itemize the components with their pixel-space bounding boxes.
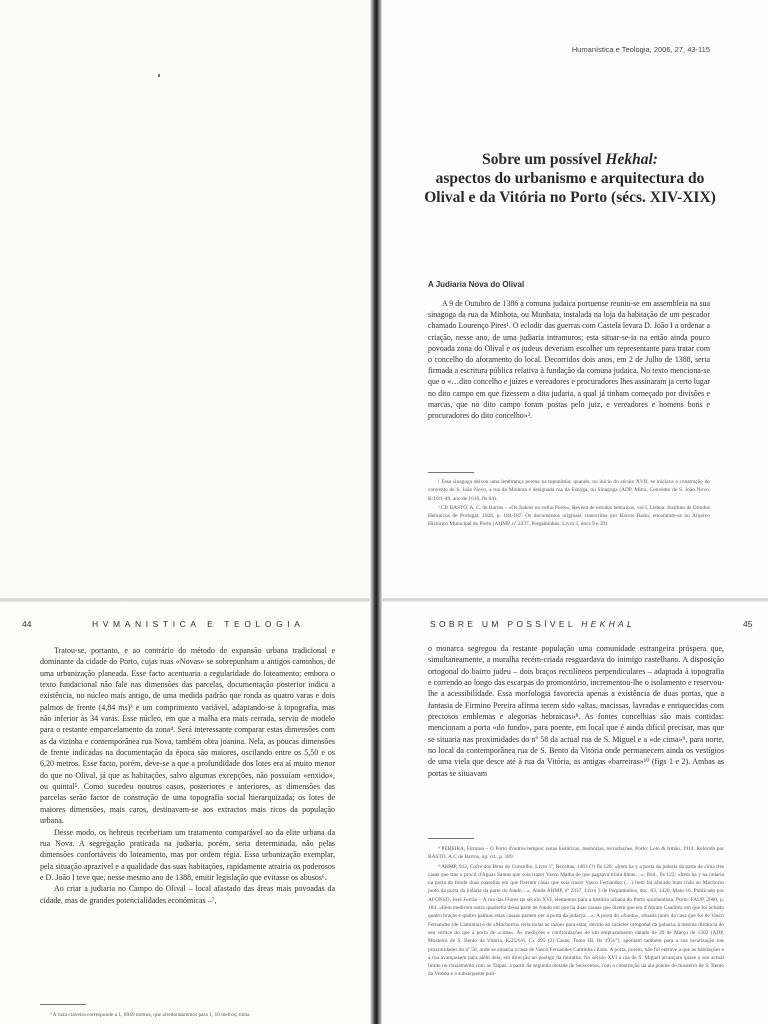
- footnotes-top-right: [428, 478, 710, 530]
- title-rest: aspectos do urbanismo e arquitectura do Olival e da Vitória no Porto (sécs. XIV-XIX): [424, 170, 716, 206]
- footnote-rule: [428, 472, 474, 473]
- article-first-page: [380, 0, 768, 600]
- paragraph-1: Tratou-se, portanto, e ao contrário do método de expansão urbana tradicional e dominante da cidade do Porto, cujas ruas «Novas» se sobrepunham a antigos caminhos, de uma urbanização planeada. Esse facto acentuaria a regularidade do loteamento; embora o texto fundacional não fale nas dimensões das parcelas, documentação posterior indica a existência, no núcleo mais antigo, de uma medida padrão que ronda as quatro varas e dois palmos de frente (4,84 ms)³ e um comprimento variável, adaptando-se à topografia, mas não inferior às 34 varas. Esse núcleo, em que a malha era mais cerrada, serviu de modelo para o restante emparcelamento da zona⁴. Será interessante comparar estas dimensões com as da vizinha e contemporânea rua Nova, também obra joanina. Nela, as poucas dimensões de frente indicadas na documentação da época são maiores, oscilando entre os 5,50 e os 6,20 metros. Esse facto, porém, deve-se a que a profundidade dos lotes era aí muito menor do que no Olival, já que as habitações, salvo algumas excepções, não possuíam «enxido», ou quintal⁵. Como sucedeu noutros casos, posteriores e anteriores, as dimensões das parcelas serão factor de construção de uma topografia social hierarquizada; os lotes de maiores dimensões, mais caros, destinavam-se aos extractos mais ricos da população urbana.: [40, 646, 335, 826]
- footnote-8: ⁸ PEREIRA, Firmino – O Porto d'outros tempos: notas históricas, memórias, recordações, Porto: Lelo & Irmão, 1914. Referido por BASTO, A.C de Barros, op. cit., p. 189.: [428, 846, 724, 861]
- footnote-1: ¹ Essa sinagoga deixou uma lembrança perene na toponímia: quando, no início do século XVII, se iniciava a construção do convento de S. João Novo, a rua da Minhota é designada rua da Esnoga, ou Sinagoga (ADP, Mitra, Convento de S. João Novo, K/16/1-49, ano de 1616, fls 64).: [428, 479, 710, 502]
- title-prefix: Sobre um possível: [482, 151, 606, 168]
- page-number-left: 44: [22, 619, 32, 629]
- page-number-right: 45: [743, 619, 753, 629]
- title-italic-word: Hekhal:: [605, 151, 658, 168]
- footnote-3-text: ³ A vara craveira corresponde a 1, 0949 metros, que arredondaremos para 1, 10 metros; tinha: [50, 1012, 250, 1018]
- footnote-3: [40, 1011, 335, 1020]
- section-heading: A Judiaria Nova do Olival: [428, 280, 525, 289]
- article-title: [420, 150, 720, 207]
- body-text-page-45: [428, 643, 724, 779]
- footnote-2: ² Cfr BASTO, A. C. de Barros – «Os Judeus no velho Porto», Revista de estudos hebraicos, vol I, Lisboa: Instituto de Estudos Hebraicos de Portugal, 1928, p. 184-187. Os documentos originais, transcritos por Barros Basto, encontram-se no Arquivo Histórico Municipal do Porto (AHMP, nº 2337, Pergaminhos, Livro 3, docs 9 e 39).: [428, 504, 710, 528]
- body-text-page-44: [40, 645, 335, 906]
- running-head-left: HVMANISTICA E TEOLOGIA: [92, 619, 305, 629]
- footnote-rule-right: [428, 838, 474, 839]
- running-head-prefix: SOBRE UM POSSÍVEL: [430, 619, 582, 629]
- scan-page-divider: [0, 598, 768, 602]
- journal-reference: Humanística e Teologia, 2006, 27, 43-115: [571, 45, 710, 54]
- running-head-right: [430, 619, 635, 629]
- footnotes-page-45: [428, 845, 724, 980]
- scan-speck: [158, 74, 160, 77]
- blank-page-top-left: [0, 0, 372, 600]
- intro-paragraph: A 9 de Outubro de 1386 a comuna judaica portuense reuniu-se em assembleia na sua sinagoga da rua da Minhota, ou Munhata, instalada na loja da habitação de um pescador chamado Lourenço Pires¹. O eclodir das guerras com Castela levara D. João I a ordenar a criação, nesse ano, de uma judiaria intramuros; esta situar-se-ia na então ainda pouco povoada zona do Olival e os judeus deveriam escolher um representante para tratar com o concelho do aforamento do local. Decorridos dois anos, em 2 de Julho de 1388, seria firmada a escritura pública relativa à fundação da comuna judaica. No texto menciona-se que o «…dito concelho e juízes e vereadores e procuradores lhes assinaram ja certo lugar no dito campo em que fizessem a dita judaria, a qual já tinham começado por divisões e marcas, que no dito campo foram postas pelo juiz, e vereadores e homens bons e procuradores do dito concelho»².: [428, 299, 710, 421]
- footnote-rule-left: [40, 1004, 86, 1005]
- footnote-9: ⁹ AHMP, 912, Cofre dos Bens do Concelho, Livro 1º, Receitas, 1463 (?) fls 120: «Item ha y a porta da judaria da parte de cima tres casas que traz o procil d'Aguas Santas que soia trazer Vasco Malha de que pagaava trinta libras…»; Ibid., fls 122: «Item ha y na judaria na porta do fundo duas coarellas em que fizeram casas que soia trazer Vasco Fernandez (…) Item foi aforado hum chão ao Machorro junto da porta da judaria da parte do fundo…». Ainda AHMP, nº 2337, Livro 3 de Pergaminhos, doc. 83, 1420, Maio 16. Publicado por AFONSO, José Ferrão – A rua das Flores no século XVI, elementos para a história urbana do Porto quinhentista, Porto: FAUP, 2000, p. 184: «Item medirom outra quadrella dessa parte de fondo em que ha duas casaas que dizem que era d'Abram Caadimz em que foi achado quatro braças e quatro palmas estas casaas partem per a porta da judarya…». A porta do «fundo», situada junto da casa que foi de Vasco Fernandes (de Caminha) e do «Machorro» teria todas as razões para estar, devido ao carácter ortogonal da judiaria, à mesma distância do seu vértice do que a porta de «cima». As medições e confrontações de um emprazamento datado de 20 de Março de 1502 (ADP, Mosteiro de S. Bento da Vitória, K/25/6/6, Cx 495 (2) Casas, Tomo III, fls 195v°), apontam também para a sua localização nas proximidades do nº 58, onde se situaria a casa de Vasco Fernandes Caminha citada. A porta, porém, não foi entrave a que as habitações e a rua avançassem para além dela, em direcção ao postigo da muralha. No século XVI a rua de S. Miguel alcançara quase o seu actual limite no cruzamento com as Taipas: a partir da segunda metade de Seiscentos, com a construção da ala poente do mosteiro de S. Bento da Vitória e a subsequente polí-: [428, 863, 724, 978]
- book-gutter: [370, 0, 382, 1024]
- paragraph-3: Ao criar a judiaria no Campo do Olival – local afastado das áreas mais povoadas da cidade, mas de grandes potencialidades económicas –⁷,: [40, 884, 335, 905]
- paragraph-2: Desse modo, os hebreus receberiam um tratamento comparável ao da elite urbana da rua Nova. A segregação praticada na judiaria, porém, seria determinada, não pelas dimensões confortáveis do loteamento, mas por ordem régia. Essa urbanização exemplar, pela situação aprazível e a qualidade das suas habitações, rapidamente atrairia os poderosos e D. João I teve que, nesse mesmo ano de 1388, emitir legislação que evitasse os abusos⁶.: [40, 827, 335, 882]
- paragraph-continuation: o monarca segregou da restante população uma comunidade estrangeira próspera que, simultaneamente, a muralha recém-criada resguardava do inimigo castelhano. A disposição ortogonal do bairro judeu – dois braços rectilíneos perpendiculares – adaptada à topografia e correndo ao longo das escarpas do promontório, incrementou-lhe o isolamento e reservou-lhe a acessibilidade. Essa morfologia favorecia apenas a existência de duas portas, que a fantasia de Firmino Pereira afirma terem sido «altas, macissas, lavradas e enriquecidas com preciosos emblemas e alegorias hebraicas»⁸. As fontes concelhias são mais contidas: mencionam a porta «do fundo», para poente, em local que é ainda difícil precisar, mas que se situaria nas proximidades do nº 58 da actual rua de S. Miguel e a «de cima»⁹, para norte, no local da contemporânea rua de S. Bento da Vitória onde permanecem ainda os vestígios de uma viela que desce até à rua da Vitória, as antigas «barreiras»¹⁰ (figs 1 e 2). Ambas as portas se situavam: [428, 644, 724, 778]
- running-head-italic: HEKHAL: [581, 619, 636, 629]
